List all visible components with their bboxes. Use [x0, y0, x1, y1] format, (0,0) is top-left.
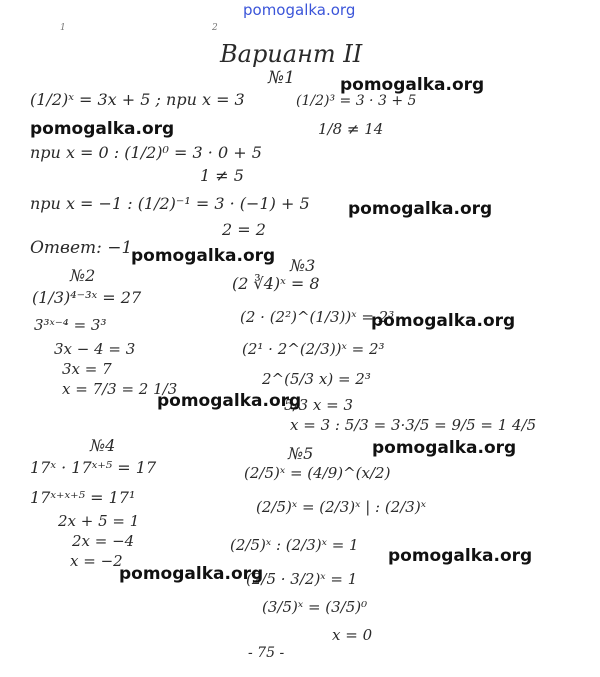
task2-line5: x = 7/3 = 2 1/3	[62, 380, 178, 398]
watermark-4: pomogalka.org	[131, 246, 276, 266]
watermark-3: pomogalka.org	[348, 199, 493, 219]
task1-check-result: 1/8 ≠ 14	[318, 120, 384, 138]
task2-line3: 3x − 4 = 3	[54, 340, 136, 358]
task5-line5: (3/5)ˣ = (3/5)⁰	[262, 598, 368, 616]
task3-line5: 5/3 x = 3	[284, 396, 354, 414]
task5-line4: (2/5 · 3/2)ˣ = 1	[246, 570, 358, 588]
task3-line2: (2 · (2²)^(1/3))ˣ = 2³	[240, 308, 395, 326]
site-header: pomogalka.org	[243, 1, 356, 19]
task1-check-at-3: (1/2)³ = 3 · 3 + 5	[296, 93, 417, 109]
watermark-9: pomogalka.org	[119, 564, 264, 584]
task4-number: №4	[90, 436, 116, 455]
task1-at-zero: при x = 0 : (1/2)⁰ = 3 · 0 + 5	[30, 143, 262, 162]
watermark-1: pomogalka.org	[340, 75, 485, 95]
task4-line3: 2x + 5 = 1	[58, 512, 140, 530]
task3-line4: 2^(5/3 x) = 2³	[262, 370, 371, 388]
watermark-5: pomogalka.org	[371, 311, 516, 331]
task3-line1: (2 ∛4)ˣ = 8	[232, 274, 320, 293]
page-number: - 75 -	[248, 645, 285, 661]
task2-line1: (1/3)⁴⁻³ˣ = 27	[32, 288, 142, 307]
task3-line6: x = 3 : 5/3 = 3·3/5 = 9/5 = 1 4/5	[290, 416, 537, 434]
task5-line1: (2/5)ˣ = (4/9)^(x/2)	[244, 464, 391, 482]
task4-line5: x = −2	[70, 552, 123, 570]
task3-line3: (2¹ · 2^(2/3))ˣ = 2³	[242, 340, 385, 358]
variant-heading: Вариант II	[220, 40, 363, 68]
task4-line4: 2x = −4	[72, 532, 135, 550]
task5-line6: x = 0	[332, 626, 373, 644]
task5-line3: (2/5)ˣ : (2/3)ˣ = 1	[230, 536, 359, 554]
task1-at-minus-one-result: 2 = 2	[222, 220, 266, 239]
task2-line4: 3x = 7	[62, 360, 112, 378]
task1-equation: (1/2)ˣ = 3x + 5 ; при x = 3	[30, 90, 245, 109]
task4-line2: 17ˣ⁺ˣ⁺⁵ = 17¹	[30, 488, 136, 507]
watermark-8: pomogalka.org	[388, 546, 533, 566]
task1-at-minus-one: при x = −1 : (1/2)⁻¹ = 3 · (−1) + 5	[30, 194, 310, 213]
task1-number: №1	[268, 68, 295, 88]
task1-answer: Ответ: −1	[30, 238, 133, 258]
page-mark-left: 1	[60, 23, 66, 33]
task3-number: №3	[290, 256, 316, 275]
task2-number: №2	[70, 266, 96, 285]
watermark-6: pomogalka.org	[157, 391, 302, 411]
watermark-7: pomogalka.org	[372, 438, 517, 458]
task4-line1: 17ˣ · 17ˣ⁺⁵ = 17	[30, 458, 157, 477]
task2-line2: 3³ˣ⁻⁴ = 3³	[34, 316, 107, 334]
task5-line2: (2/5)ˣ = (2/3)ˣ | : (2/3)ˣ	[256, 498, 427, 516]
page-mark-right: 2	[212, 23, 218, 33]
task1-at-zero-result: 1 ≠ 5	[200, 166, 244, 185]
task5-number: №5	[288, 444, 314, 463]
watermark-2: pomogalka.org	[30, 119, 175, 139]
